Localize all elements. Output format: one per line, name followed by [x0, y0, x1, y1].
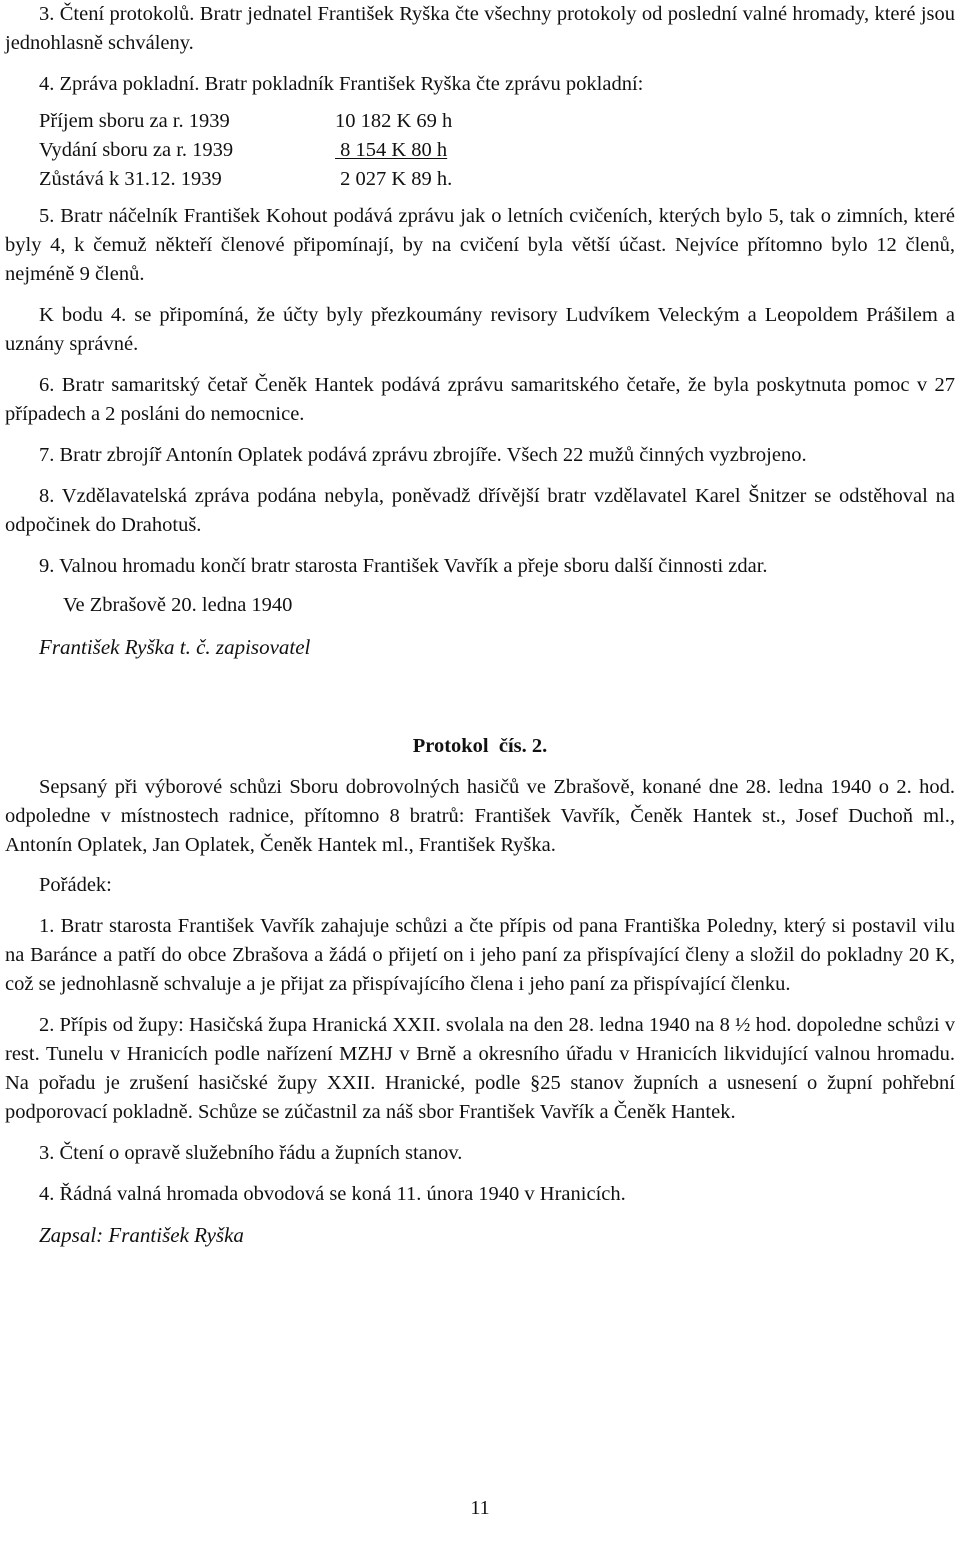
document-page	[5, 0, 955, 1250]
agenda-item-2: 2. Přípis od župy: Hasičská župa Hranická XXII. svolala na den 28. ledna 1940 na 8 ½ hod. dopoledne schůzi v rest. Tunelu v Hranicích podle nařízení MZHJ v Brně a okresního úřadu v Hranicích likvidující valnou hromadu. Na pořadu je zrušení hasičské župy XXII. Hranické, podle §25 stanov župních a usnesení o župní pohřební podporovací pokladně. Schůze se zúčastnil za náš sbor František Vavřík a Čeněk Hantek.	[5, 1014, 955, 1123]
item-6-samaritan-report: 6. Bratr samaritský četař Čeněk Hantek podává zprávu samaritského četaře, že byla poskytnuta pomoc v 27 případech a 2 posláni do nemocnice.	[5, 374, 955, 425]
page-number: 11	[470, 1497, 490, 1519]
item-7-armourer-report: 7. Bratr zbrojíř Antonín Oplatek podává zprávu zbrojíře. Všech 22 mužů činných vyzbrojeno.	[39, 444, 807, 466]
item-9-closing: 9. Valnou hromadu končí bratr starosta František Vavřík a přeje sboru další činnosti zdar.	[39, 555, 768, 577]
ledger-label: Zůstává k 31.12. 1939	[39, 168, 222, 190]
item-4-treasurer-report: 4. Zpráva pokladní. Bratr pokladník František Ryška čte zprávu pokladní:	[39, 73, 644, 95]
ledger-amount: 2 027 K 89 h.	[335, 168, 453, 190]
cash-ledger	[39, 107, 955, 194]
ledger-amount: 10 182 K 69 h	[335, 110, 453, 132]
item-4-note: K bodu 4. se připomíná, že účty byly přezkoumány revisory Ludvíkem Veleckým a Leopoldem Prášilem a uznány správné.	[5, 304, 955, 355]
ledger-label: Příjem sboru za r. 1939	[39, 110, 230, 132]
item-5-chief-report: 5. Bratr náčelník František Kohout podává zprávu jak o letních cvičeních, kterých bylo 5, tak o zimních, které byly 4, k čemuž někteří členové připomínají, by na cvičení byla větší účast. Nejvíce přítomno bylo 12 členů, nejméně 9 členů.	[5, 205, 955, 285]
protocol-intro: Sepsaný při výborové schůzi Sboru dobrovolných hasičů ve Zbrašově, konané dne 28. ledna 1940 o 2. hod. odpoledne v místnostech radnice, přítomno 8 bratrů: František Vavřík, Čeněk Hantek st., Josef Duchoň ml., Antonín Oplatek, Jan Oplatek, Čeněk Hantek ml., František Ryška.	[5, 776, 955, 856]
ledger-amount: 8 154 K 80 h	[335, 139, 448, 161]
protocol-heading: Protokol čís. 2.	[412, 735, 548, 757]
recorder-signature: František Ryška t. č. zapisovatel	[39, 635, 311, 659]
agenda-item-1: 1. Bratr starosta František Vavřík zahajuje schůzi a čte přípis od pana Františka Poledny, který si postavil vilu na Baránce a patří do obce Zbrašova a žádá o přijetí on i jeho paní za přispívající členy a složil do pokladny 20 K, což se jednohlasně schvaluje a je přijat za přispívajícího člena i jeho paní za přispívající členku.	[5, 915, 955, 995]
item-8-education-report: 8. Vzdělavatelská zpráva podána nebyla, poněvadž dřívější bratr vzdělavatel Karel Šnitzer se odstěhoval na odpočinek do Drahotuš.	[5, 485, 955, 536]
agenda-label: Pořádek:	[39, 874, 112, 896]
recorded-by: Zapsal: František Ryška	[39, 1223, 244, 1247]
agenda-item-3: 3. Čtení o opravě služebního řádu a župních stanov.	[39, 1142, 463, 1164]
ledger-label: Vydání sboru za r. 1939	[39, 139, 234, 161]
agenda-item-4: 4. Řádná valná hromada obvodová se koná 11. února 1940 v Hranicích.	[39, 1183, 626, 1205]
item-3-minutes-reading: 3. Čtení protokolů. Bratr jednatel František Ryška čte všechny protokoly od poslední valné hromady, které jsou jednohlasně schváleny.	[5, 3, 955, 54]
place-date: Ve Zbrašově 20. ledna 1940	[63, 594, 293, 616]
